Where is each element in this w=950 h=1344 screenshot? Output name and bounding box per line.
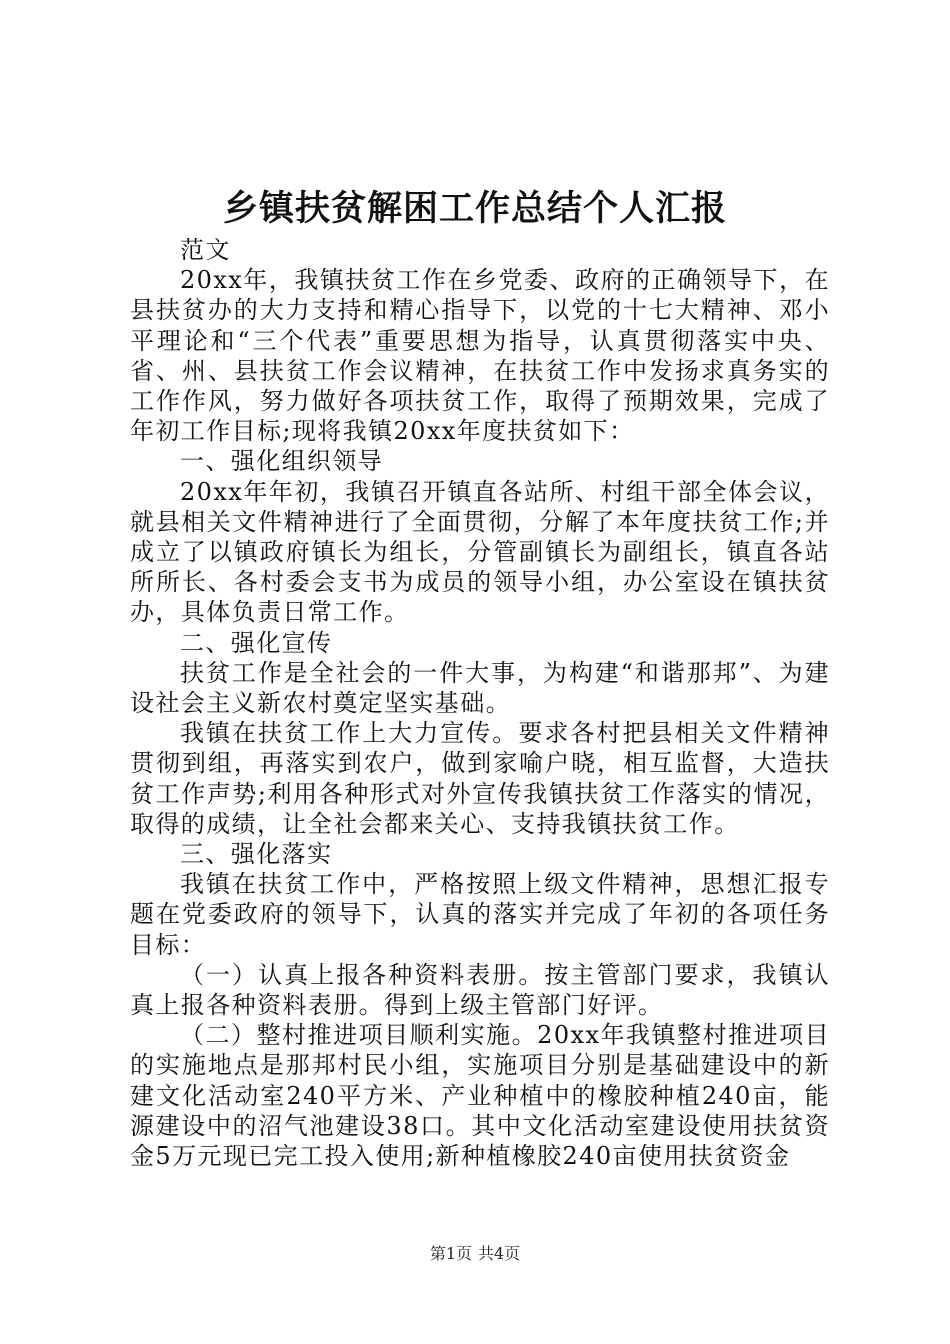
page-total: 共4页 — [478, 1244, 521, 1263]
page-footer — [0, 1244, 950, 1264]
paragraph-label: 范文 — [180, 236, 231, 264]
paragraph-item-1: （一）认真上报各种资料表册。按主管部门要求，我镇认真上报各种资料表册。得到上级主管部门好评。 — [130, 960, 830, 1020]
page-number: 第1页 — [429, 1244, 472, 1263]
section-heading-3: 三、强化落实 — [180, 840, 333, 869]
paragraph-implementation: 我镇在扶贫工作中，严格按照上级文件精神，思想汇报专题在党委政府的领导下，认真的落实并完成了年初的各项任务目标： — [130, 870, 830, 959]
section-heading-2: 二、强化宣传 — [180, 628, 333, 657]
paragraph-item-2: （二）整村推进项目顺利实施。20xx年我镇整村推进项目的实施地点是那邦村民小组，实施项目分别是基础建设中的新建文化活动室240平方米、产业种植中的橡胶种植240亩，能源建设中的沼气池建设38口。其中文化活动室建设使用扶贫资金5万元现已完工投入使用;新种植橡胶240亩使用扶贫资金 — [130, 1021, 830, 1171]
paragraph-intro: 20xx年，我镇扶贫工作在乡党委、政府的正确领导下，在县扶贫办的大力支持和精心指导下，以党的十七大精神、邓小平理论和“三个代表”重要思想为指导，认真贯彻落实中央、省、州、县扶贫工作会议精神，在扶贫工作中发扬求真务实的工作作风，努力做好各项扶贫工作，取得了预期效果，完成了年初工作目标;现将我镇20xx年度扶贫如下： — [130, 266, 830, 446]
paragraph-organization: 20xx年年初，我镇召开镇直各站所、村组干部全体会议，就县相关文件精神进行了全面贯彻，分解了本年度扶贫工作;并成立了以镇政府镇长为组长，分管副镇长为副组长，镇直各站所所长、各村委会支书为成员的领导小组，办公室设在镇扶贫办，具体负责日常工作。 — [130, 477, 830, 627]
section-heading-1: 一、强化组织领导 — [180, 447, 384, 476]
paragraph-publicity-2: 我镇在扶贫工作上大力宣传。要求各村把县相关文件精神贯彻到组，再落实到农户，做到家喻户晓，相互监督，大造扶贫工作声势;利用各种形式对外宣传我镇扶贫工作落实的情况，取得的成绩，让全社会都来关心、支持我镇扶贫工作。 — [130, 719, 830, 838]
page-title: 乡镇扶贫解困工作总结个人汇报 — [222, 188, 727, 229]
paragraph-publicity-1: 扶贫工作是全社会的一件大事，为构建“和谐那邦”、为建设社会主义新农村奠定坚实基础。 — [130, 658, 830, 718]
document-body — [130, 235, 830, 1171]
